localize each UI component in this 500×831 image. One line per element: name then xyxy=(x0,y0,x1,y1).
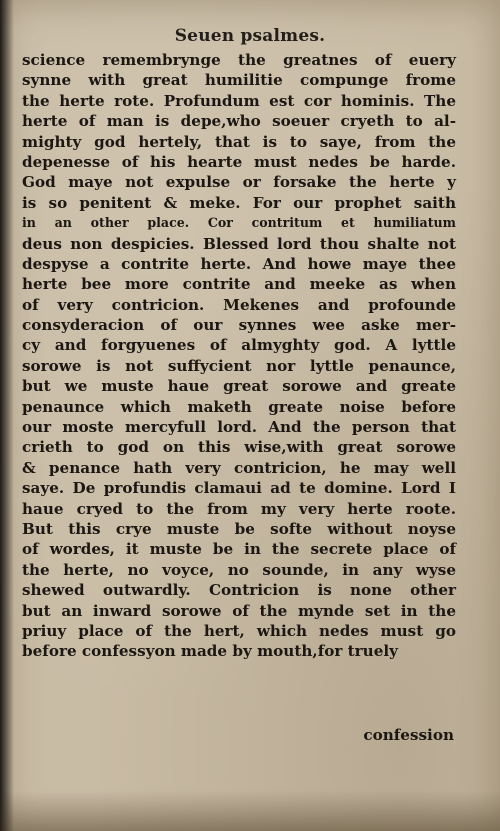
text-line: deus non despicies. Blessed lord thou shalte not xyxy=(22,234,456,253)
text-line: in an other place. Cor contritum et humiliatum xyxy=(22,215,456,231)
text-line: before confessyon made by mouth,for truely xyxy=(22,642,398,661)
text-line: haue cryed to the from my very herte roote. xyxy=(22,499,456,518)
text-line: despyse a contrite herte. And howe maye thee xyxy=(22,254,456,273)
text-line: science remembrynge the greatnes of euery xyxy=(22,51,456,69)
text-line: priuy place of the hert, which nedes must go xyxy=(22,621,456,640)
text-line: & penance hath very contricion, he may well xyxy=(22,458,456,477)
text-line: God maye not expulse or forsake the herte y xyxy=(22,173,456,192)
text-line: But this crye muste be softe without noyse xyxy=(22,519,456,538)
text-line: synne with great humilitie compunge frome xyxy=(22,71,456,90)
text-line: sorowe is not suffycient nor lyttle penaunce, xyxy=(22,356,456,375)
text-line: mighty god hertely, that is to saye, from the xyxy=(22,132,456,151)
text-line: cy and forgyuenes of almyghty god. A lyttle xyxy=(22,336,456,355)
text-line: consyderacion of our synnes wee aske mer- xyxy=(22,316,456,335)
text-line: depenesse of his hearte must nedes be harde. xyxy=(22,152,456,171)
text-line: but an inward sorowe of the mynde set in the xyxy=(22,601,456,620)
text-block xyxy=(22,50,456,662)
text-line: herte bee more contrite and meeke as when xyxy=(22,275,456,294)
running-head: Seuen psalmes. xyxy=(174,26,326,46)
text-line: of wordes, it muste be in the secrete place of xyxy=(22,540,456,559)
page-gutter-shadow xyxy=(0,0,14,831)
text-line: saye. De profundis clamaui ad te domine. Lord I xyxy=(22,479,456,498)
text-line: the herte, no voyce, no sounde, in any wyse xyxy=(22,560,456,579)
text-line: is so penitent & meke. For our prophet saith xyxy=(22,193,456,212)
text-line: the herte rote. Profundum est cor hominis. The xyxy=(22,91,456,110)
text-line: but we muste haue great sorowe and greate xyxy=(22,377,456,396)
catchword: confession xyxy=(363,726,454,744)
text-line: our moste mercyfull lord. And the person that xyxy=(22,418,456,437)
text-line: penaunce which maketh greate noise before xyxy=(22,397,456,416)
page-bottom-shadow xyxy=(0,791,500,831)
text-line: shewed outwardly. Contricion is none other xyxy=(22,581,456,600)
text-line: of very contricion. Mekenes and profounde xyxy=(22,295,456,314)
text-line: herte of man is depe,who soeuer cryeth to al- xyxy=(22,112,456,131)
text-line: crieth to god on this wise,with great sorowe xyxy=(22,438,456,457)
